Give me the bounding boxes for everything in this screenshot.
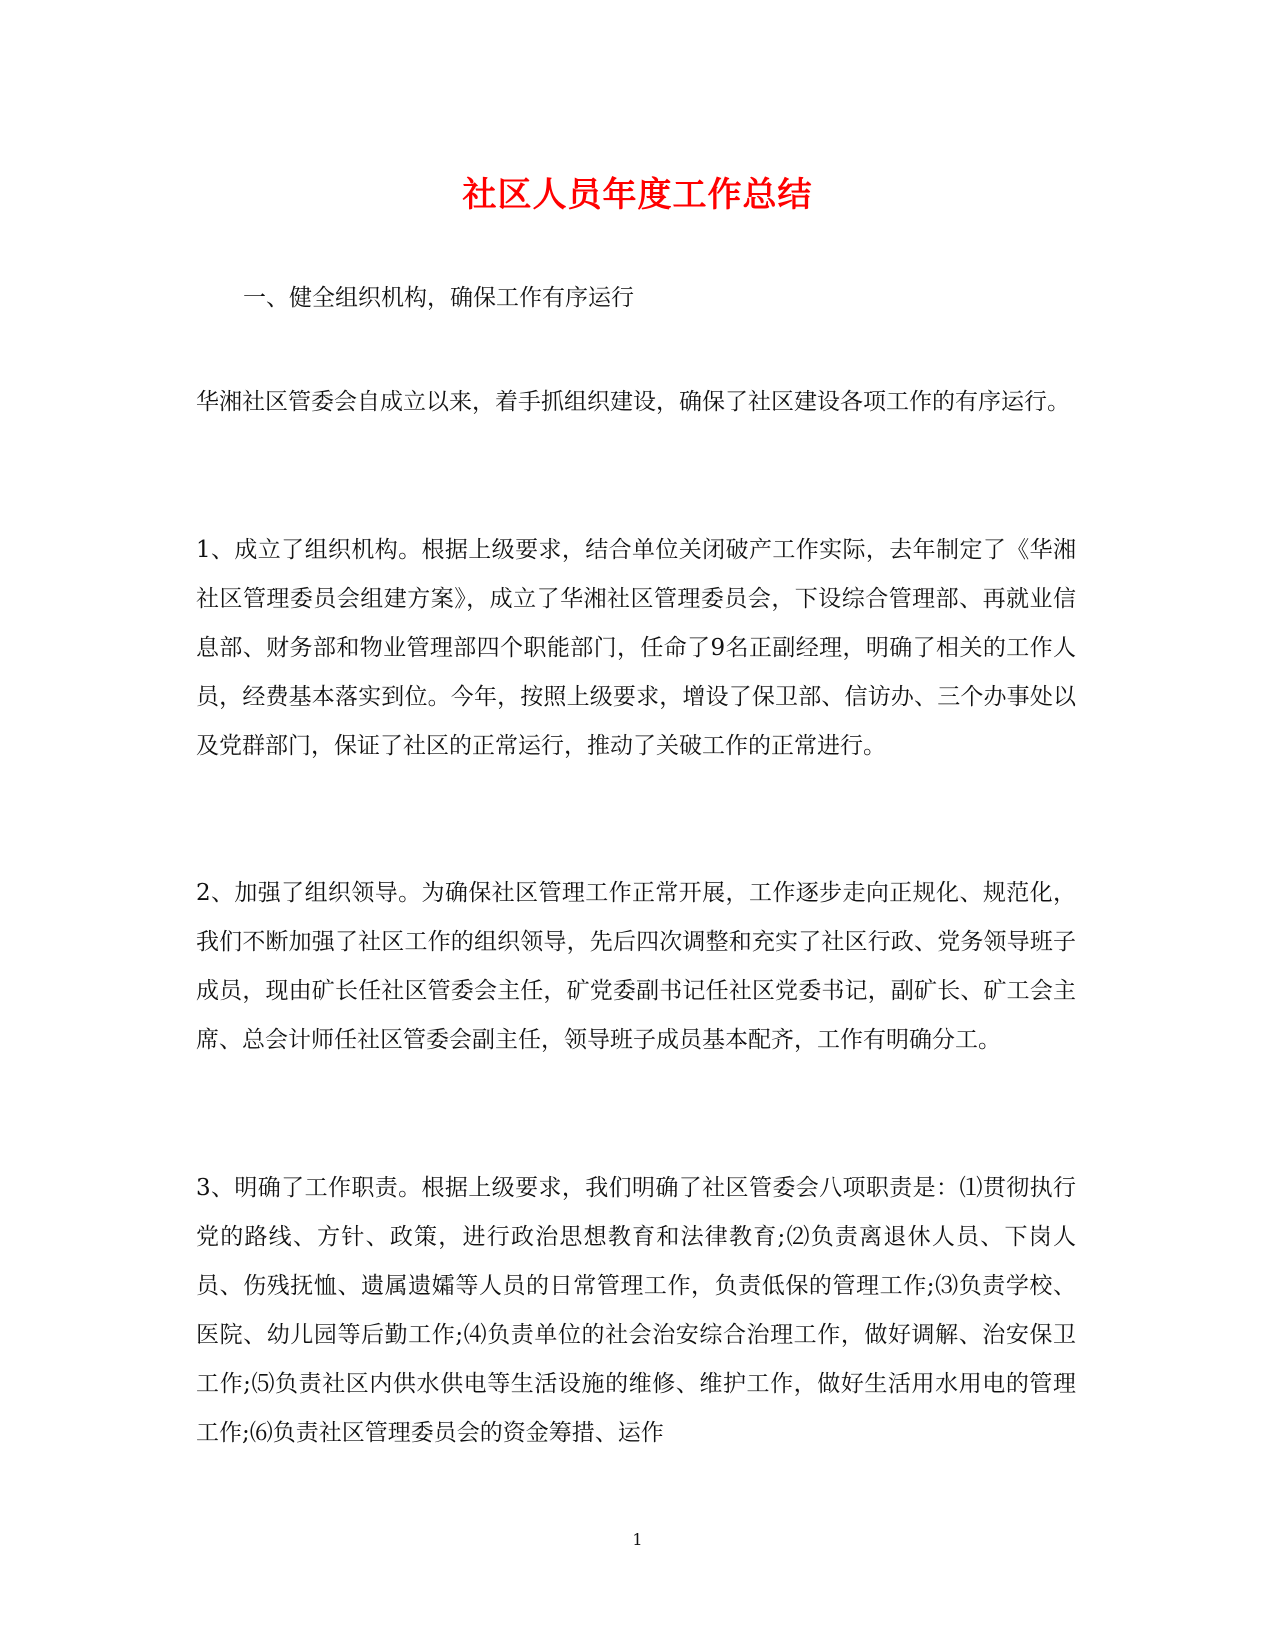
paragraph-item-3: 3、明确了工作职责。根据上级要求，我们明确了社区管委会八项职责是：⑴贯彻执行党的路线、方针、政策，进行政治思想教育和法律教育;⑵负责离退休人员、下岗人员、伤残抚恤、遗属遗孀等人员的日常管理工作，负责低保的管理工作;⑶负责学校、医院、幼儿园等后勤工作;⑷负责单位的社会治安综合治理工作，做好调解、治安保卫工作;⑸负责社区内供水供电等生活设施的维修、维护工作，做好生活用水用电的管理工作;⑹负责社区管理委员会的资金筹措、运作 — [196, 1175, 1076, 1446]
document-title: 社区人员年度工作总结 — [462, 175, 813, 215]
paragraph-item-1: 1、成立了组织机构。根据上级要求，结合单位关闭破产工作实际，去年制定了《华湘社区管理委员会组建方案》，成立了华湘社区管理委员会，下设综合管理部、再就业信息部、财务部和物业管理部四个职能部门，任命了9名正副经理，明确了相关的工作人员，经费基本落实到位。今年，按照上级要求，增设了保卫部、信访办、三个办事处以及党群部门，保证了社区的正常运行，推动了关破工作的正常进行。 — [196, 537, 1076, 759]
section-heading: 一、健全组织机构，确保工作有序运行 — [243, 285, 634, 311]
page-number: 1 — [632, 1530, 643, 1549]
paragraph-intro: 华湘社区管委会自成立以来，着手抓组织建设，确保了社区建设各项工作的有序运行。 — [196, 389, 1070, 415]
paragraph-item-2: 2、加强了组织领导。为确保社区管理工作正常开展，工作逐步走向正规化、规范化，我们不断加强了社区工作的组织领导，先后四次调整和充实了社区行政、党务领导班子成员，现由矿长任社区管委会主任，矿党委副书记任社区党委书记，副矿长、矿工会主席、总会计师任社区管委会副主任，领导班子成员基本配齐，工作有明确分工。 — [196, 880, 1076, 1053]
